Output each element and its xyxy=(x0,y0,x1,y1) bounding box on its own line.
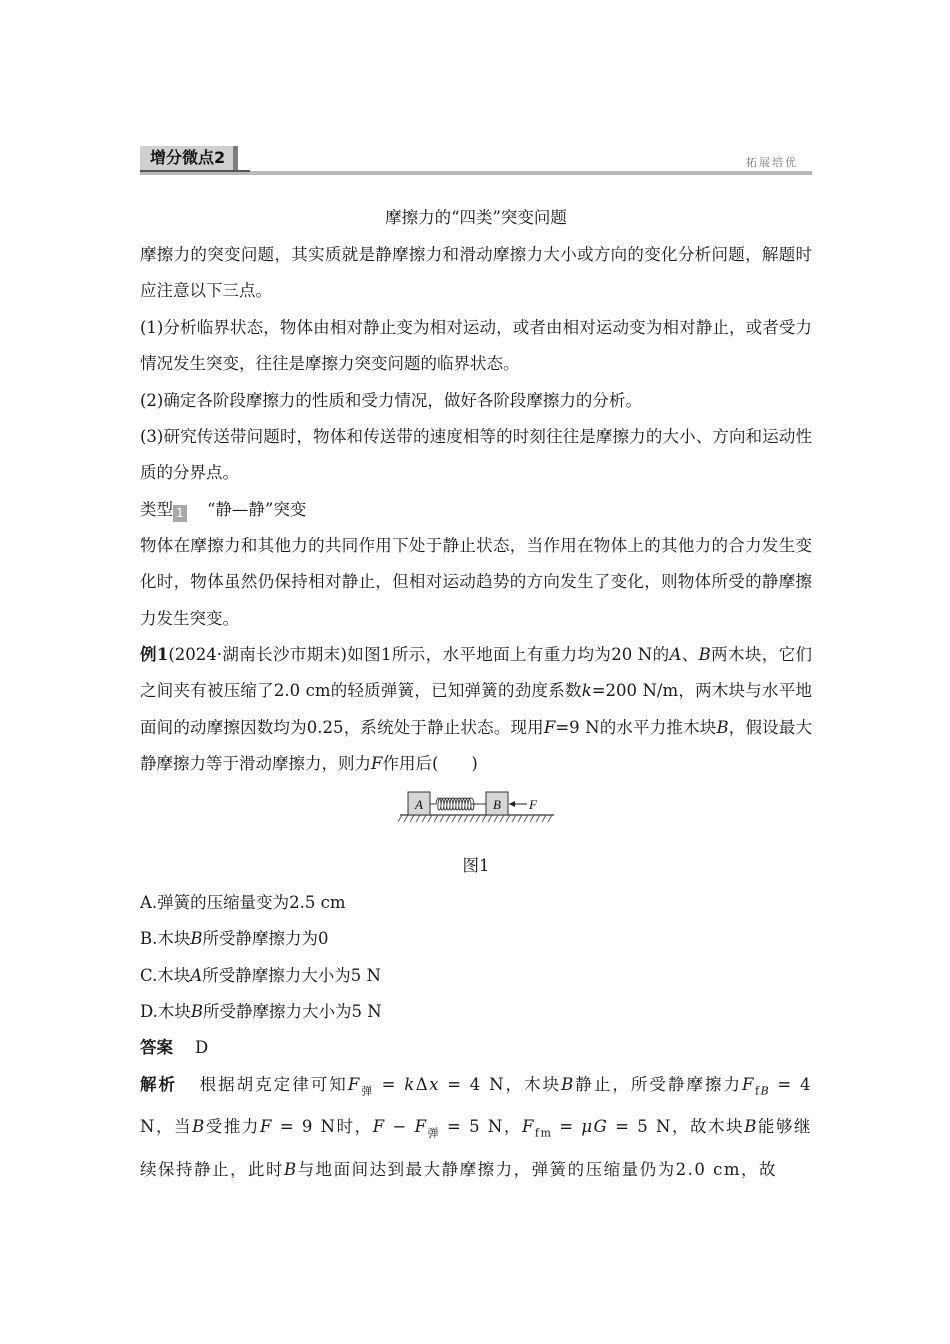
var-b: B xyxy=(192,1117,206,1137)
var-f: F xyxy=(543,717,556,737)
explain-text: = 4 N，木块 xyxy=(439,1074,562,1094)
var-b: B xyxy=(284,1160,298,1180)
force-label: F xyxy=(529,796,537,812)
section-badge: 增分微点2 xyxy=(140,146,238,170)
option-a[interactable] xyxy=(140,885,812,921)
var-f: F xyxy=(371,754,383,774)
explain-text: = 9 N时， xyxy=(272,1117,373,1137)
explanation-label: 解析 xyxy=(140,1074,178,1094)
type-description: 物体在摩擦力和其他力的共同作用下处于静止状态，当作用在物体上的其他力的合力发生变化时，物体虽然仍保持相对静止，但相对运动趋势的方向发生了变化，则物体所受的静摩擦力发生突变。 xyxy=(140,535,812,628)
answer-value: D xyxy=(195,1038,209,1058)
subscript: fm xyxy=(534,1126,553,1140)
spring-blocks-diagram xyxy=(398,789,558,825)
option-c[interactable] xyxy=(140,958,812,994)
option-var: A xyxy=(190,965,203,985)
type-heading xyxy=(140,492,812,528)
explain-text: 与地面间达到最大静摩擦力，弹簧的压缩量仍为2.0 cm，故 xyxy=(297,1160,778,1180)
explain-text: 静止，所受静摩擦力 xyxy=(574,1074,743,1094)
var-k: k xyxy=(404,1074,416,1094)
answer-label: 答案 xyxy=(140,1038,173,1058)
option-text: A.弹簧的压缩量变为2.5 cm xyxy=(140,892,346,912)
explain-text: Δ xyxy=(415,1074,430,1094)
document-body xyxy=(140,204,812,1189)
figure-caption: 图1 xyxy=(462,855,490,875)
example-text: 两木块，它们之间夹有被压缩了2.0 cm的轻质弹簧，已知弹簧的劲度系数 xyxy=(140,645,813,701)
badge-underline xyxy=(140,170,250,172)
var-g: G xyxy=(593,1117,609,1137)
explain-text: 能够继续保持静止，此时 xyxy=(140,1117,813,1180)
explanation-paragraph xyxy=(140,1067,812,1189)
section-tag: 拓展培优 xyxy=(746,156,798,169)
page-title: 摩擦力的“四类”突变问题 xyxy=(385,208,567,227)
explain-text: = xyxy=(552,1117,582,1137)
option-text: D.木块 xyxy=(140,1001,191,1021)
example-text: 作用后( ) xyxy=(382,754,478,774)
option-text: 所受静摩擦力大小为5 N xyxy=(202,965,381,985)
option-text: B.木块 xyxy=(140,929,191,949)
var-f: F xyxy=(521,1117,535,1137)
option-b[interactable] xyxy=(140,921,812,957)
option-text: 所受静摩擦力大小为5 N xyxy=(203,1001,382,1021)
type-number-badge: 1 xyxy=(173,505,187,522)
block-b-label: B xyxy=(493,796,501,812)
option-text: C.木块 xyxy=(140,965,191,985)
var-f: F xyxy=(347,1074,361,1094)
var-f: F xyxy=(742,1074,755,1094)
explain-text: 受推力 xyxy=(205,1117,260,1137)
var-b: B xyxy=(744,1117,758,1137)
point-2: (2)确定各阶段摩擦力的性质和受力情况，做好各阶段摩擦力的分析。 xyxy=(140,390,642,410)
var-b: B xyxy=(698,645,711,665)
example-paragraph xyxy=(140,637,812,783)
var-b: B xyxy=(561,1074,575,1094)
example-text: =9 N的水平力推木块 xyxy=(555,717,717,737)
type-name: “静—静”突变 xyxy=(207,499,307,519)
example-text: (2024·湖南长沙市期末)如图1所示，水平地面上有重力均为20 N的 xyxy=(168,645,670,665)
explain-text: − xyxy=(385,1117,415,1137)
explain-text: = 5 N， xyxy=(440,1117,522,1137)
var-b: B xyxy=(716,717,729,737)
option-text: 所受静摩擦力为0 xyxy=(202,929,329,949)
answer-line xyxy=(140,1030,812,1066)
explain-text: = 4 N，当 xyxy=(140,1074,813,1137)
example-text: 、 xyxy=(681,645,699,665)
explain-text: 根据胡克定律可知 xyxy=(199,1074,348,1094)
explain-text: = 5 N，故木块 xyxy=(608,1117,745,1137)
option-var: B xyxy=(190,1001,204,1021)
option-var: B xyxy=(190,929,203,949)
point-1: (1)分析临界状态，物体由相对静止变为相对运动，或者由相对运动变为相对静止，或者受力情况发生突变，往往是摩擦力突变问题的临界状态。 xyxy=(140,317,812,374)
subscript: 弹 xyxy=(360,1084,375,1098)
var-mu: μ xyxy=(581,1117,594,1137)
point-3: (3)研究传送带问题时，物体和传送带的速度相等的时刻往往是摩擦力的大小、方向和运动性质的分界点。 xyxy=(140,427,812,483)
var-x: x xyxy=(429,1074,440,1094)
var-a: A xyxy=(669,645,682,665)
explain-text: = xyxy=(374,1074,405,1094)
intro-paragraph: 摩擦力的突变问题，其实质就是静摩擦力和滑动摩擦力大小或方向的变化分析问题，解题时应注意以下三点。 xyxy=(140,245,812,301)
arrow-head-icon xyxy=(509,801,515,807)
section-header xyxy=(140,146,812,176)
var-k: k xyxy=(581,681,592,701)
var-f: F xyxy=(259,1117,273,1137)
type-prefix: 类型 xyxy=(140,499,173,519)
var-f: F xyxy=(372,1117,386,1137)
example-text: ，假设最大静摩擦力等于滑动摩擦力，则力 xyxy=(140,717,812,774)
figure-1 xyxy=(140,789,812,847)
block-a-label: A xyxy=(415,796,423,812)
subscript: 弹 xyxy=(427,1126,441,1140)
example-label: 例1 xyxy=(140,645,169,665)
subscript: B xyxy=(760,1084,771,1098)
spring xyxy=(430,798,488,810)
option-d[interactable] xyxy=(140,994,812,1030)
var-f: F xyxy=(414,1117,428,1137)
example-text: =200 N/m，两木块与水平地面间的动摩擦因数均为0.25，系统处于静止状态。现用 xyxy=(140,681,812,737)
subscript: f xyxy=(754,1084,761,1098)
